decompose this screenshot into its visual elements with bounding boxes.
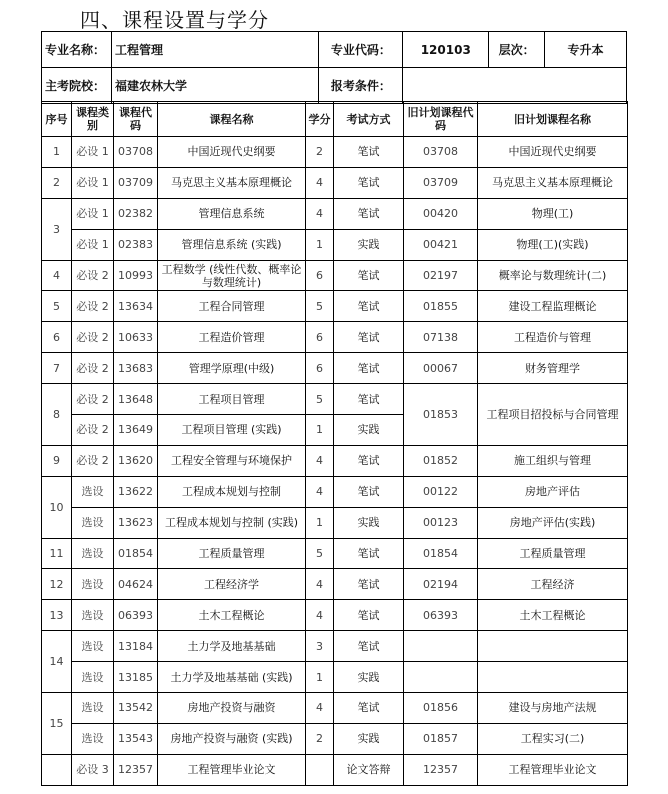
header-seq: 序号 xyxy=(42,102,72,137)
course-code: 01854 xyxy=(114,538,158,569)
old-course-code xyxy=(404,631,478,662)
course-code: 12357 xyxy=(114,754,158,785)
old-course-code: 01854 xyxy=(404,538,478,569)
course-exam: 笔试 xyxy=(334,198,404,229)
course-code: 03709 xyxy=(114,167,158,198)
course-exam: 实践 xyxy=(334,507,404,538)
course-code: 13622 xyxy=(114,476,158,507)
course-code: 13542 xyxy=(114,693,158,724)
course-credit: 4 xyxy=(306,569,334,600)
course-code: 13620 xyxy=(114,445,158,476)
table-row xyxy=(42,137,628,168)
table-row xyxy=(42,476,628,507)
major-code-value: 120103 xyxy=(403,32,489,68)
table-row xyxy=(42,384,628,415)
old-course-code xyxy=(404,662,478,693)
course-name: 工程成本规划与控制 xyxy=(158,476,306,507)
old-course-name: 马克思主义基本原理概论 xyxy=(478,167,628,198)
old-course-code: 00123 xyxy=(404,507,478,538)
course-type: 必设 2 xyxy=(72,384,114,415)
course-type: 必设 2 xyxy=(72,415,114,446)
course-exam: 笔试 xyxy=(334,693,404,724)
course-credit: 6 xyxy=(306,353,334,384)
course-exam: 笔试 xyxy=(334,167,404,198)
course-type: 选设 xyxy=(72,723,114,754)
table-row xyxy=(42,167,628,198)
table-row xyxy=(42,322,628,353)
table-row xyxy=(42,198,628,229)
table-row xyxy=(42,507,628,538)
old-course-name: 建设工程监理概论 xyxy=(478,291,628,322)
old-course-code: 01857 xyxy=(404,723,478,754)
course-type: 必设 1 xyxy=(72,137,114,168)
major-code-label: 专业代码： xyxy=(319,32,403,68)
header-credit: 学分 xyxy=(306,102,334,137)
course-exam: 笔试 xyxy=(334,322,404,353)
course-name: 工程经济学 xyxy=(158,569,306,600)
course-code: 13649 xyxy=(114,415,158,446)
table-row xyxy=(42,569,628,600)
old-course-code: 03708 xyxy=(404,137,478,168)
table-row xyxy=(42,631,628,662)
course-credit: 5 xyxy=(306,291,334,322)
old-course-name: 施工组织与管理 xyxy=(478,445,628,476)
old-course-code: 07138 xyxy=(404,322,478,353)
school-label: 主考院校： xyxy=(42,68,112,104)
old-course-name: 物理(工) xyxy=(478,198,628,229)
course-exam: 笔试 xyxy=(334,476,404,507)
row-seq: 5 xyxy=(42,291,72,322)
row-seq: 12 xyxy=(42,569,72,600)
row-seq: 14 xyxy=(42,631,72,693)
course-credit: 5 xyxy=(306,538,334,569)
course-credit: 4 xyxy=(306,476,334,507)
course-exam: 笔试 xyxy=(334,137,404,168)
course-credit: 3 xyxy=(306,631,334,662)
header-exam: 考试方式 xyxy=(334,102,404,137)
row-seq: 13 xyxy=(42,600,72,631)
course-credit: 1 xyxy=(306,415,334,446)
course-name: 土力学及地基基础 (实践) xyxy=(158,662,306,693)
course-name: 工程成本规划与控制 (实践) xyxy=(158,507,306,538)
course-type: 选设 xyxy=(72,693,114,724)
info-table xyxy=(41,31,627,104)
course-type: 必设 3 xyxy=(72,754,114,785)
condition-value xyxy=(403,68,627,104)
course-type: 选设 xyxy=(72,569,114,600)
header-old-name: 旧计划课程名称 xyxy=(478,102,628,137)
course-name: 中国近现代史纲要 xyxy=(158,137,306,168)
row-seq: 2 xyxy=(42,167,72,198)
course-code: 13683 xyxy=(114,353,158,384)
course-credit: 4 xyxy=(306,600,334,631)
table-row xyxy=(42,538,628,569)
old-course-code: 00067 xyxy=(404,353,478,384)
row-seq: 11 xyxy=(42,538,72,569)
course-credit: 5 xyxy=(306,384,334,415)
old-course-code: 01856 xyxy=(404,693,478,724)
course-credit: 1 xyxy=(306,507,334,538)
course-code: 02382 xyxy=(114,198,158,229)
course-name: 土力学及地基基础 xyxy=(158,631,306,662)
course-exam: 笔试 xyxy=(334,600,404,631)
course-code: 13648 xyxy=(114,384,158,415)
row-seq: 1 xyxy=(42,137,72,168)
header-name: 课程名称 xyxy=(158,102,306,137)
course-code: 13184 xyxy=(114,631,158,662)
row-seq: 10 xyxy=(42,476,72,538)
course-credit: 1 xyxy=(306,229,334,260)
course-code: 03708 xyxy=(114,137,158,168)
old-course-name: 工程造价与管理 xyxy=(478,322,628,353)
table-row xyxy=(42,754,628,785)
course-exam: 笔试 xyxy=(334,384,404,415)
course-credit: 6 xyxy=(306,322,334,353)
old-course-code: 01855 xyxy=(404,291,478,322)
old-course-code: 12357 xyxy=(404,754,478,785)
old-course-code: 02197 xyxy=(404,260,478,291)
header-code: 课程代码 xyxy=(114,102,158,137)
section-title: 四、课程设置与学分 xyxy=(80,8,269,32)
school-value: 福建农林大学 xyxy=(111,68,318,104)
old-course-name: 工程质量管理 xyxy=(478,538,628,569)
old-course-code: 06393 xyxy=(404,600,478,631)
course-code: 13623 xyxy=(114,507,158,538)
old-course-code: 01853 xyxy=(404,384,478,446)
course-exam: 实践 xyxy=(334,229,404,260)
course-name: 工程项目管理 xyxy=(158,384,306,415)
course-name: 管理信息系统 (实践) xyxy=(158,229,306,260)
course-exam: 笔试 xyxy=(334,569,404,600)
course-exam: 笔试 xyxy=(334,353,404,384)
table-row xyxy=(42,662,628,693)
old-course-name: 建设与房地产法规 xyxy=(478,693,628,724)
course-name: 工程质量管理 xyxy=(158,538,306,569)
row-seq xyxy=(42,754,72,785)
old-course-name: 工程项目招投标与合同管理 xyxy=(478,384,628,446)
table-row xyxy=(42,445,628,476)
old-course-name xyxy=(478,631,628,662)
level-value: 专升本 xyxy=(545,32,627,68)
table-row xyxy=(42,291,628,322)
course-type: 必设 1 xyxy=(72,167,114,198)
old-course-name: 工程管理毕业论文 xyxy=(478,754,628,785)
course-name: 管理信息系统 xyxy=(158,198,306,229)
old-course-name: 土木工程概论 xyxy=(478,600,628,631)
old-course-name: 中国近现代史纲要 xyxy=(478,137,628,168)
course-type: 选设 xyxy=(72,662,114,693)
old-course-code: 00420 xyxy=(404,198,478,229)
course-name: 房地产投资与融资 xyxy=(158,693,306,724)
row-seq: 15 xyxy=(42,693,72,755)
course-name: 工程造价管理 xyxy=(158,322,306,353)
old-course-code: 02194 xyxy=(404,569,478,600)
old-course-code: 01852 xyxy=(404,445,478,476)
old-course-name: 物理(工)(实践) xyxy=(478,229,628,260)
table-row xyxy=(42,693,628,724)
course-type: 选设 xyxy=(72,631,114,662)
old-course-code: 00421 xyxy=(404,229,478,260)
row-seq: 7 xyxy=(42,353,72,384)
course-type: 选设 xyxy=(72,476,114,507)
row-seq: 6 xyxy=(42,322,72,353)
course-exam: 笔试 xyxy=(334,445,404,476)
course-type: 选设 xyxy=(72,507,114,538)
course-table xyxy=(41,101,628,786)
old-course-code: 03709 xyxy=(404,167,478,198)
old-course-code: 00122 xyxy=(404,476,478,507)
course-exam: 笔试 xyxy=(334,291,404,322)
course-type: 必设 1 xyxy=(72,198,114,229)
course-type: 必设 2 xyxy=(72,322,114,353)
course-name: 工程安全管理与环境保护 xyxy=(158,445,306,476)
course-type: 必设 1 xyxy=(72,229,114,260)
header-old-code: 旧计划课程代码 xyxy=(404,102,478,137)
course-credit: 4 xyxy=(306,198,334,229)
course-code: 10633 xyxy=(114,322,158,353)
old-course-name: 工程实习(二) xyxy=(478,723,628,754)
course-exam: 实践 xyxy=(334,415,404,446)
course-type: 选设 xyxy=(72,600,114,631)
condition-label: 报考条件： xyxy=(319,68,403,104)
course-exam: 实践 xyxy=(334,662,404,693)
old-course-name: 房地产评估 xyxy=(478,476,628,507)
course-name: 管理学原理(中级) xyxy=(158,353,306,384)
course-code: 13543 xyxy=(114,723,158,754)
course-credit: 4 xyxy=(306,167,334,198)
course-type: 必设 2 xyxy=(72,445,114,476)
table-row xyxy=(42,600,628,631)
course-type: 必设 2 xyxy=(72,353,114,384)
course-exam: 笔试 xyxy=(334,260,404,291)
course-name: 工程项目管理 (实践) xyxy=(158,415,306,446)
course-exam: 笔试 xyxy=(334,538,404,569)
row-seq: 8 xyxy=(42,384,72,446)
course-exam: 实践 xyxy=(334,723,404,754)
course-credit xyxy=(306,754,334,785)
course-code: 13185 xyxy=(114,662,158,693)
row-seq: 9 xyxy=(42,445,72,476)
table-row xyxy=(42,723,628,754)
table-row xyxy=(42,260,628,291)
row-seq: 4 xyxy=(42,260,72,291)
course-name: 房地产投资与融资 (实践) xyxy=(158,723,306,754)
course-type: 选设 xyxy=(72,538,114,569)
header-type: 课程类别 xyxy=(72,102,114,137)
table-row xyxy=(42,353,628,384)
course-name: 马克思主义基本原理概论 xyxy=(158,167,306,198)
old-course-name xyxy=(478,662,628,693)
course-code: 13634 xyxy=(114,291,158,322)
course-credit: 2 xyxy=(306,723,334,754)
course-type: 必设 2 xyxy=(72,260,114,291)
level-label: 层次： xyxy=(489,32,545,68)
course-credit: 6 xyxy=(306,260,334,291)
course-code: 06393 xyxy=(114,600,158,631)
course-credit: 4 xyxy=(306,693,334,724)
course-name: 工程管理毕业论文 xyxy=(158,754,306,785)
old-course-name: 概率论与数理统计(二) xyxy=(478,260,628,291)
major-name-value: 工程管理 xyxy=(111,32,318,68)
course-code: 02383 xyxy=(114,229,158,260)
row-seq: 3 xyxy=(42,198,72,260)
course-exam: 笔试 xyxy=(334,631,404,662)
course-name: 工程合同管理 xyxy=(158,291,306,322)
course-name: 工程数学 (线性代数、概率论与数理统计) xyxy=(158,260,306,291)
course-credit: 2 xyxy=(306,137,334,168)
old-course-name: 工程经济 xyxy=(478,569,628,600)
course-exam: 论文答辩 xyxy=(334,754,404,785)
course-code: 04624 xyxy=(114,569,158,600)
old-course-name: 财务管理学 xyxy=(478,353,628,384)
course-credit: 1 xyxy=(306,662,334,693)
table-row xyxy=(42,229,628,260)
major-name-label: 专业名称： xyxy=(42,32,112,68)
course-type: 必设 2 xyxy=(72,291,114,322)
course-name: 土木工程概论 xyxy=(158,600,306,631)
course-credit: 4 xyxy=(306,445,334,476)
course-code: 10993 xyxy=(114,260,158,291)
old-course-name: 房地产评估(实践) xyxy=(478,507,628,538)
